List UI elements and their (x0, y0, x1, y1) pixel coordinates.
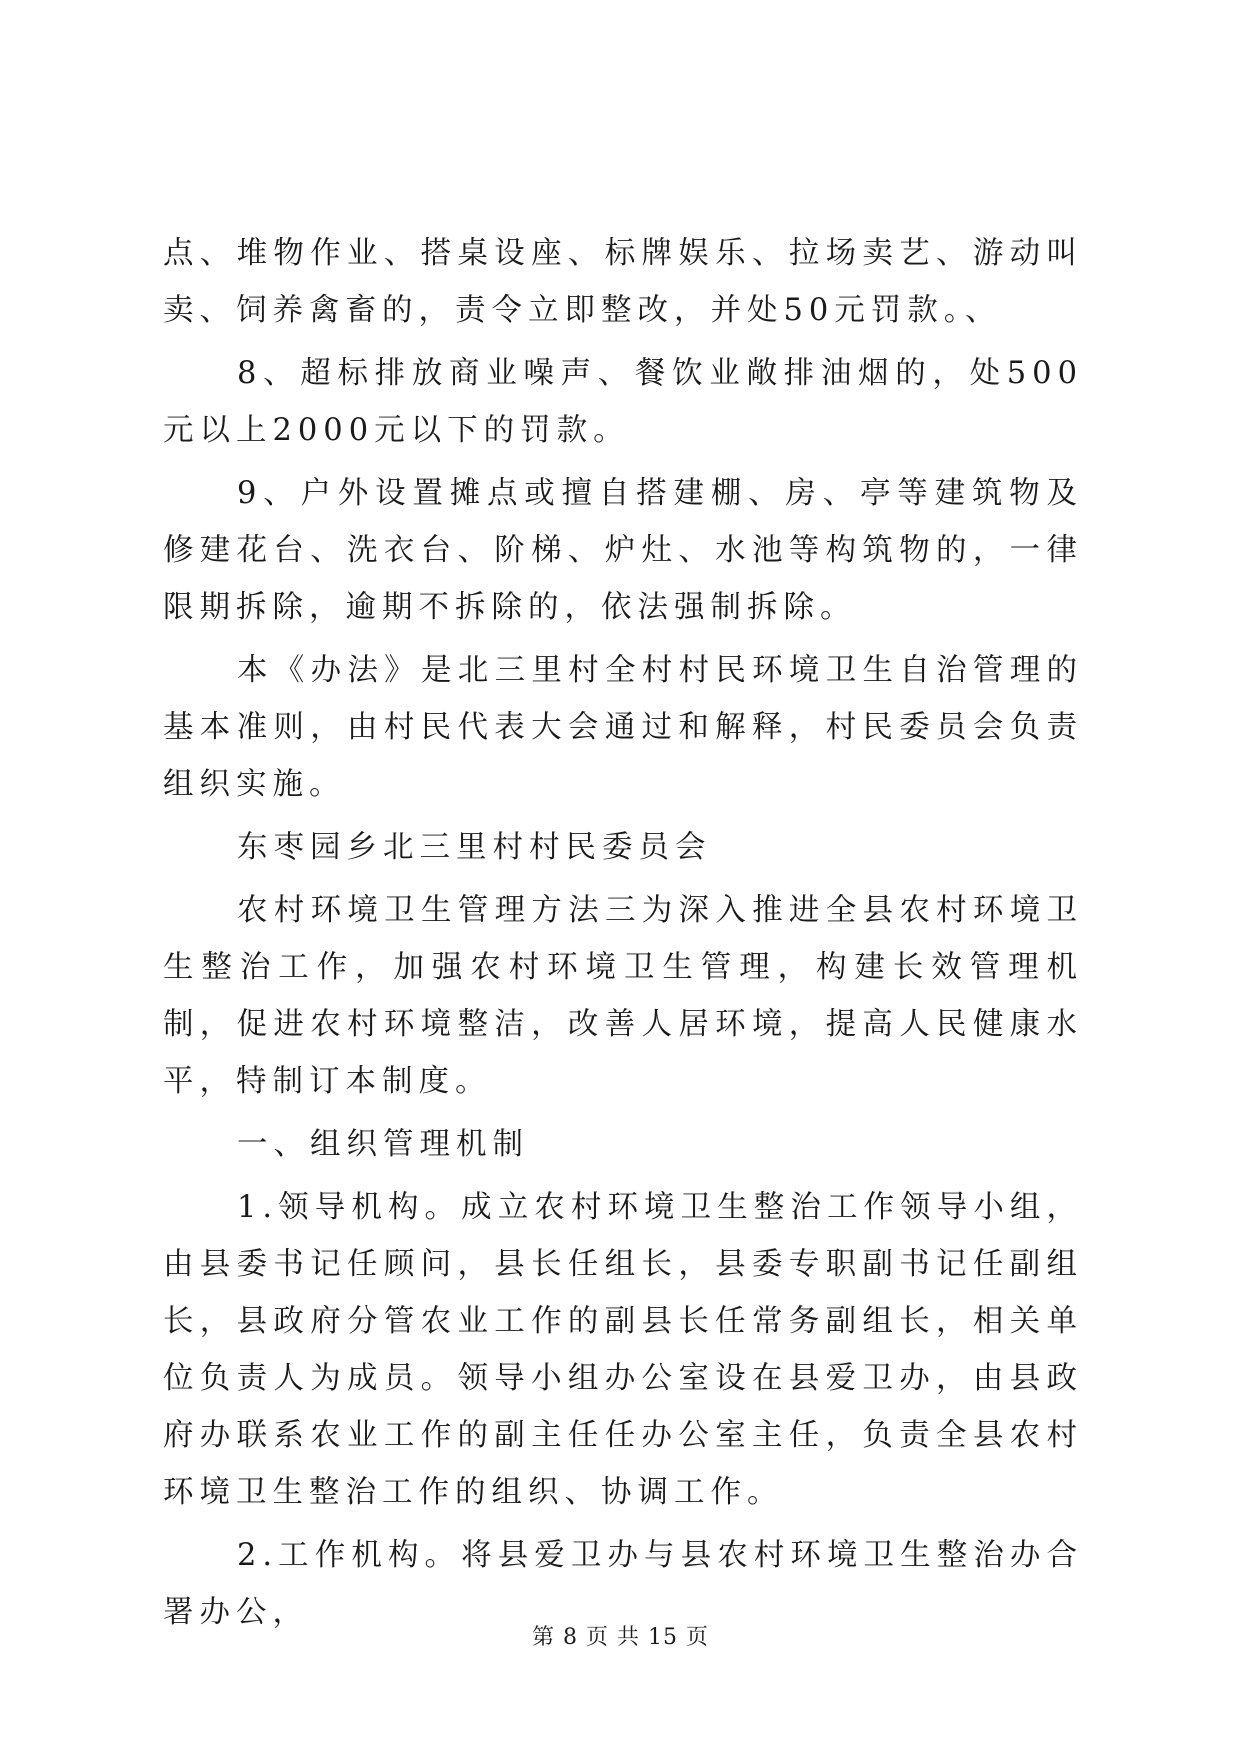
paragraph-continued: 点、堆物作业、搭桌设座、标牌娱乐、拉场卖艺、游动叫卖、饲养禽畜的，责令立即整改，并处50元罚款。、 (163, 236, 1083, 328)
paragraph-item-8: 8、超标排放商业噪声、餐饮业敞排油烟的，处500元以上2000元以下的罚款。 (163, 356, 1083, 448)
paragraph-leadership: 1.领导机构。成立农村环境卫生整治工作领导小组，由县委书记任顾问，县长任组长，县委专职副书记任副组长，县政府分管农业工作的副县长任常务副组长，相关单位负责人为成员。领导小组办公室设在县爱卫办，由县政府办联系农业工作的副主任任办公室主任，负责全县农村环境卫生整治工作的组织、协调工作。 (163, 1190, 1083, 1510)
paragraph-rules-statement: 本《办法》是北三里村全村村民环境卫生自治管理的基本准则，由村民代表大会通过和解释，村民委员会负责组织实施。 (163, 653, 1083, 802)
page-number-footer: 第 8 页 共 15 页 (532, 1625, 709, 1650)
document-body (163, 225, 1083, 1647)
section-heading: 一、组织管理机制 (237, 1127, 529, 1162)
paragraph-item-9: 9、户外设置摊点或擅自搭建棚、房、亭等建筑物及修建花台、洗衣台、阶梯、炉灶、水池等构筑物的，一律限期拆除，逾期不拆除的，依法强制拆除。 (163, 476, 1083, 625)
paragraph-intro: 农村环境卫生管理方法三为深入推进全县农村环境卫生整治工作，加强农村环境卫生管理，构建长效管理机制，促进农村环境整洁，改善人居环境，提高人民健康水平，特制订本制度。 (163, 893, 1083, 1099)
paragraph-work-agency: 2.工作机构。将县爱卫办与县农村环境卫生整治办合署办公， (163, 1538, 1083, 1630)
paragraph-signature: 东枣园乡北三里村村民委员会 (237, 830, 712, 865)
